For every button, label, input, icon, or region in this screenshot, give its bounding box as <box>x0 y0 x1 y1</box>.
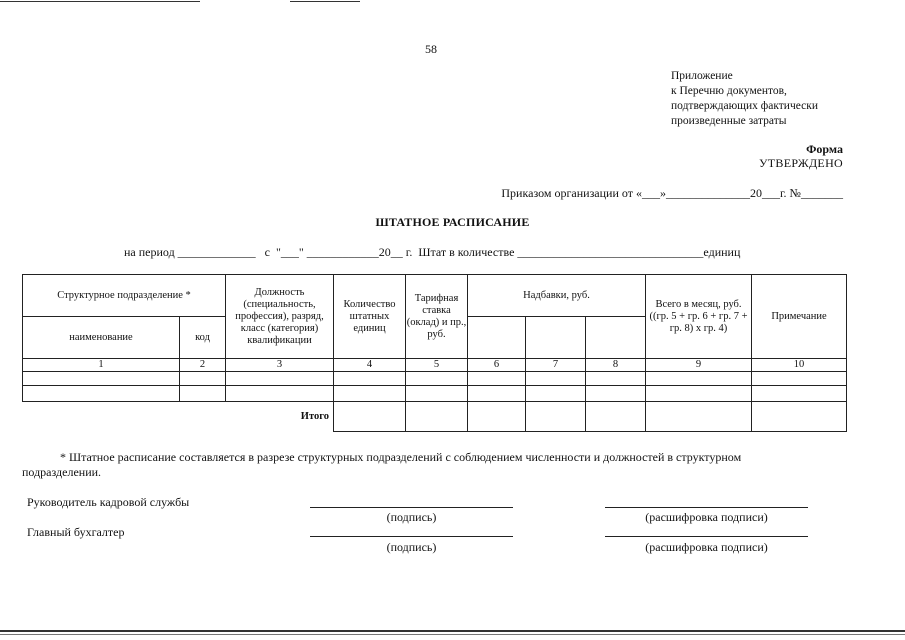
column-number: 1 <box>23 359 180 372</box>
total-cell[interactable] <box>646 402 752 432</box>
total-cell[interactable] <box>752 402 847 432</box>
table-cell[interactable] <box>334 386 406 402</box>
column-number: 3 <box>226 359 334 372</box>
column-number-row <box>23 359 847 372</box>
order-line: Приказом организации от «___»______________20___г. №_______ <box>501 186 843 200</box>
table-cell[interactable] <box>406 372 468 386</box>
table-cell[interactable] <box>23 372 180 386</box>
bottom-border-line <box>0 634 905 635</box>
table-cell[interactable] <box>586 372 646 386</box>
staff-schedule-table <box>22 274 847 432</box>
table-cell[interactable] <box>752 386 847 402</box>
appendix-line: подтверждающих фактически <box>671 100 818 112</box>
table-cell[interactable] <box>646 386 752 402</box>
table-cell[interactable] <box>180 386 226 402</box>
header-allowances: Надбавки, руб. <box>468 275 646 317</box>
footnote-text: * Штатное расписание составляется в разрезе структурных подразделений с соблюдением численности и должностей в структурном подразделении. <box>22 450 742 479</box>
signature-decode-line[interactable] <box>605 507 808 508</box>
total-label: Итого <box>226 402 334 432</box>
total-cell[interactable] <box>526 402 586 432</box>
table-cell[interactable] <box>226 372 334 386</box>
bottom-border-line <box>0 630 905 632</box>
table-cell[interactable] <box>406 386 468 402</box>
top-border-line <box>290 1 360 2</box>
table-row <box>23 386 847 402</box>
table-row <box>23 372 847 386</box>
table-cell[interactable] <box>226 386 334 402</box>
header-name: наименование <box>23 317 180 359</box>
column-number: 7 <box>526 359 586 372</box>
signature-caption: (подпись) <box>386 510 437 524</box>
table-cell[interactable] <box>526 372 586 386</box>
table-cell[interactable] <box>526 386 586 402</box>
table-cell[interactable] <box>646 372 752 386</box>
period-line: на период _____________ с "___" ____________20__ г. Штат в количестве _______________________________единиц <box>124 245 741 259</box>
header-position: Должность (специальность, профессия), разряд, класс (категория) квалификации <box>226 275 334 359</box>
total-cell[interactable] <box>406 402 468 432</box>
hr-head-label: Руководитель кадровой службы <box>27 495 190 509</box>
column-number: 2 <box>180 359 226 372</box>
table-cell[interactable] <box>334 372 406 386</box>
signature-decode-caption: (расшифровка подписи) <box>645 510 768 524</box>
appendix-line: Приложение <box>671 70 733 82</box>
total-spacer <box>180 402 226 432</box>
column-number: 4 <box>334 359 406 372</box>
table-cell[interactable] <box>586 386 646 402</box>
header-count: Количество штатных единиц <box>334 275 406 359</box>
column-number: 10 <box>752 359 847 372</box>
signature-decode-caption: (расшифровка подписи) <box>645 540 768 554</box>
signature-decode-line[interactable] <box>605 536 808 537</box>
total-spacer <box>23 402 180 432</box>
top-border-line <box>0 1 200 2</box>
header-total-month: Всего в месяц, руб. ((гр. 5 + гр. 6 + гр. 7 + гр. 8) х гр. 4) <box>646 275 752 359</box>
chief-accountant-label: Главный бухгалтер <box>27 525 125 539</box>
header-code: код <box>180 317 226 359</box>
signature-caption: (подпись) <box>386 540 437 554</box>
appendix-note <box>671 69 871 129</box>
table-cell[interactable] <box>752 372 847 386</box>
appendix-line: к Перечню документов, <box>671 85 787 97</box>
header-allowance-col <box>468 317 526 359</box>
column-number: 6 <box>468 359 526 372</box>
header-allowance-col <box>526 317 586 359</box>
table-cell[interactable] <box>180 372 226 386</box>
footnote <box>22 450 822 480</box>
table-cell[interactable] <box>23 386 180 402</box>
table-cell[interactable] <box>468 372 526 386</box>
signature-line[interactable] <box>310 536 513 537</box>
header-structural-unit: Структурное подразделение * <box>23 275 226 317</box>
column-number: 5 <box>406 359 468 372</box>
table-cell[interactable] <box>468 386 526 402</box>
signature-line[interactable] <box>310 507 513 508</box>
total-cell[interactable] <box>334 402 406 432</box>
total-row <box>23 402 847 432</box>
page-number: 58 <box>425 42 437 56</box>
header-rate: Тарифная ставка (оклад) и пр., руб. <box>406 275 468 359</box>
header-allowance-col <box>586 317 646 359</box>
column-number: 8 <box>586 359 646 372</box>
form-label: Форма <box>806 142 843 156</box>
document-title: ШТАТНОЕ РАСПИСАНИЕ <box>375 215 530 229</box>
total-cell[interactable] <box>468 402 526 432</box>
total-cell[interactable] <box>586 402 646 432</box>
header-note: Примечание <box>752 275 847 359</box>
column-number: 9 <box>646 359 752 372</box>
approved-label: УТВЕРЖДЕНО <box>758 156 843 170</box>
appendix-line: произведенные затраты <box>671 115 787 127</box>
